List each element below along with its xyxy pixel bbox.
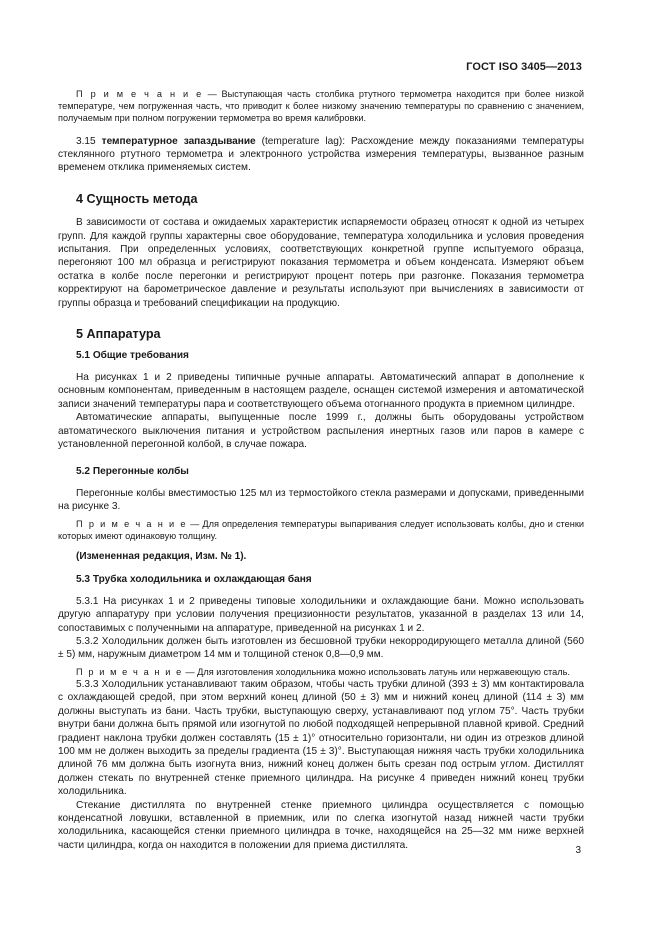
subsection-5-2-paragraph: Перегонные колбы вместимостью 125 мл из термостойкого стекла размерами и допусками, приведенными на рисунке 3. — [58, 487, 584, 513]
subsection-5-1-paragraph-2: Автоматические аппараты, выпущенные после 1999 г., должны быть оборудованы устройством автоматического выключения питания и устройством распыления инертных газов или паров в камере с установленной перегонной колбой, в случае пожара. — [58, 412, 584, 450]
subsection-5-2-heading: 5.2 Перегонные колбы — [76, 466, 189, 478]
definition-term: температурное запаздывание — [101, 135, 256, 147]
document-code-header: ГОСТ ISO 3405—2013 — [466, 61, 582, 73]
section-5-heading: 5 Аппаратура — [76, 327, 161, 342]
definition-text: (temperature lag): Расхождение между показаниями температуры стеклянного ртутного термометра и электронного устройства измерения температуры, вызванное разным временем отклика применяемых систем. — [58, 135, 584, 174]
note-thermometer — [58, 88, 584, 125]
amendment-notice: (Измененная редакция, Изм. № 1). — [76, 550, 247, 562]
definition-number: 3.15 — [76, 135, 102, 147]
note-text: — Выступающая часть столбика ртутного термометра находится при более низкой температуре, чем погруженная часть, что приводит к более низкому значению температуры по сравнению с значением, получаемым при полном погружении термометра во время калибровки. — [58, 89, 585, 124]
section-4-heading: 4 Сущность метода — [76, 191, 198, 206]
note-text: — Для изготовления холодильника можно использовать латунь или нержавеющую сталь. — [182, 666, 570, 677]
page-number: 3 — [575, 845, 581, 856]
clause-5-3-3: 5.3.3 Холодильник устанавливают таким образом, чтобы часть трубки длиной (393 ± 3) мм контактировала с охлаждающей средой, при этом верхний конец длиной (50 ± 3) мм и нижний конец длиной (114 ± 3) мм должны выступать из бани. Часть трубки, выступающую сверху, устанавливают под углом 75°. Часть трубки внутри бани должна быть прямой или изогнутой по любой подходящей непрерывной плавной кривой. Средний градиент наклона трубки должен составлять (15 ± 1)° относительно горизонтали, ни один из отрезков длиной 100 мм не должен выходить за пределы градиента (15 ± 3)°. Выступающая нижняя часть трубки холодильника длиной 76 мм должна быть изогнута вниз, нижний конец должен быть срезан под острым углом. Дистиллят должен стекать по внутренней стенке приемного цилиндра. На рисунке 4 приведен нижний конец трубки холодильника. — [58, 679, 584, 798]
clause-5-3-1: 5.3.1 На рисунках 1 и 2 приведены типовые холодильники и охлаждающие бани. Можно использовать другую аппаратуру при условии получения прецизионности результатов, указанной в разделах 13 или 14, сопоставимых с полученными на аппаратуре, приведенной на рисунках 1 и 2. — [58, 595, 584, 634]
clause-5-3-3-paragraph-2: Стекание дистиллята по внутренней стенке приемного цилиндра осуществляется с помощью конденсатной ловушки, вставленной в приемник, или по слегка изогнутой назад нижней части трубки холодильника, касающейся стенки приемного цилиндра в точке, находящейся на 25—32 мм ниже верхней части цилиндра, когда он находится в положении для приема дистиллята. — [58, 799, 584, 851]
note-condenser-material — [58, 666, 584, 678]
section-4-paragraph: В зависимости от состава и ожидаемых характеристик испаряемости образец относят к одной из четырех групп. Для каждой группы характерны свое оборудование, температура холодильника и условия проведения испытания. При определенных условиях, соответствующих конкретной группе испытуемого образца, перегоняют 100 мл образца и регистрируют показания термометра и объем конденсата. Измеряют объем остатка в колбе после перегонки и регистрируют процент потерь при разгонке. Показания термометра корректируют на барометрическое давление и результаты используют при вычислениях в зависимости от группы образца и требований спецификации на продукцию. — [58, 217, 584, 309]
subsection-5-1-heading: 5.1 Общие требования — [76, 350, 189, 362]
definition-3-15 — [58, 135, 584, 175]
subsection-5-1-paragraph-1: На рисунках 1 и 2 приведены типичные ручные аппараты. Автоматический аппарат в дополнение к основным компонентам, приведенным в настоящем разделе, оснащен системой измерения и автоматической записи значений температуры пара и соответствующего объема отогнанного продукта в приемном цилиндре. — [58, 371, 584, 410]
page-content — [58, 80, 584, 852]
note-flasks — [58, 518, 584, 542]
note-text: — Для определения температуры выпаривания следует использовать колбы, дно и стенки которых имеют одинаковую толщину. — [58, 518, 585, 541]
clause-5-3-2: 5.3.2 Холодильник должен быть изготовлен из бесшовной трубки некорродирующего металла длиной (560 ± 5) мм, наружным диаметром 14 мм и толщиной стенок 0,8—0,9 мм. — [58, 635, 584, 661]
note-label: П р и м е ч а н и е — [76, 666, 183, 677]
note-label: П р и м е ч а н и е — [76, 518, 188, 529]
subsection-5-3-heading: 5.3 Трубка холодильника и охлаждающая баня — [76, 574, 312, 586]
note-label: П р и м е ч а н и е — [76, 89, 203, 99]
